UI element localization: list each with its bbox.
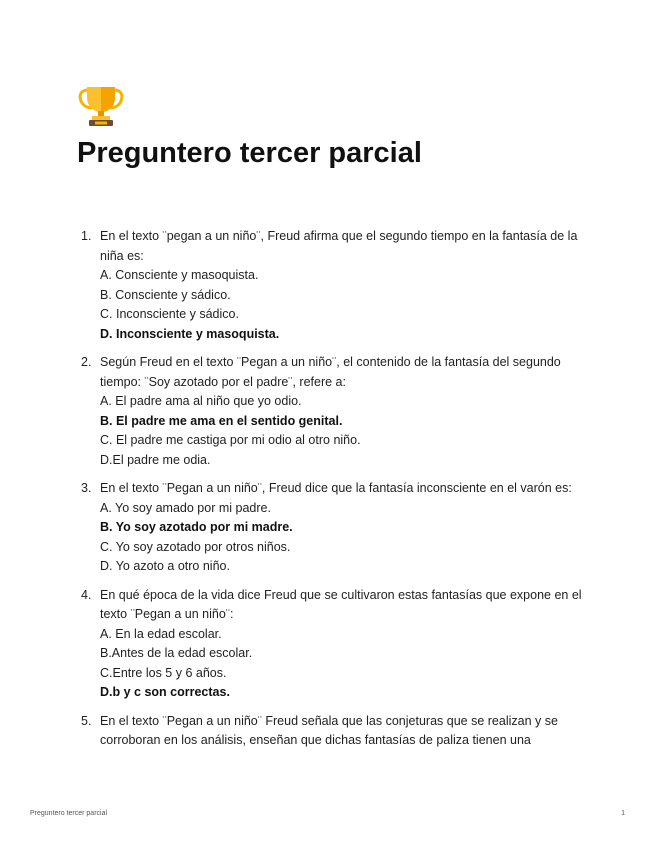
correct-answer-option: D. Inconsciente y masoquista.	[100, 326, 280, 341]
question-item	[0, 227, 655, 344]
question-number: 2.	[81, 355, 92, 369]
question-text: En el texto ¨Pegan a un niño¨ Freud señala que las conjeturas que se realizan y se corroboran en los análisis, enseñan que dichas fantasías de paliza tienen una	[100, 713, 558, 747]
trophy-icon	[78, 84, 124, 128]
answer-option: A. Yo soy amado por mi padre.	[100, 500, 271, 515]
correct-answer-option: D.b y c son correctas.	[100, 685, 230, 699]
question-item	[0, 479, 655, 577]
footer-doc-title: Preguntero tercer parcial	[30, 810, 108, 817]
answer-option: D.El padre me odia.	[100, 452, 211, 467]
correct-answer-option: B. El padre me ama en el sentido genital.	[100, 413, 343, 428]
question-number: 4.	[81, 587, 92, 602]
question-list	[0, 227, 655, 760]
answer-option: D. Yo azoto a otro niño.	[100, 559, 230, 573]
question-number: 5.	[81, 713, 92, 728]
question-text: En el texto ¨pegan a un niño¨, Freud afirma que el segundo tiempo en la fantasía de la niña es:	[100, 229, 578, 263]
question-text: En el texto ¨Pegan a un niño¨, Freud dice que la fantasía inconsciente en el varón es:	[100, 481, 572, 495]
answer-option: B. Consciente y sádico.	[100, 287, 231, 302]
question-number: 1.	[81, 229, 92, 243]
question-number: 3.	[81, 481, 92, 495]
answer-option: C.Entre los 5 y 6 años.	[100, 665, 227, 680]
footer-page-number: 1	[621, 810, 625, 817]
answer-option: A. El padre ama al niño que yo odio.	[100, 394, 302, 408]
answer-option: C. El padre me castiga por mi odio al otro niño.	[100, 433, 361, 447]
question-item	[0, 712, 655, 751]
answer-option: A. Consciente y masoquista.	[100, 268, 259, 282]
answer-option: C. Yo soy azotado por otros niños.	[100, 539, 291, 554]
question-item	[0, 586, 655, 703]
correct-answer-option: B. Yo soy azotado por mi madre.	[100, 520, 293, 534]
answer-option: A. En la edad escolar.	[100, 626, 222, 641]
answer-option: B.Antes de la edad escolar.	[100, 646, 253, 660]
page-title: Preguntero tercer parcial	[77, 137, 422, 169]
answer-option: C. Inconsciente y sádico.	[100, 307, 239, 321]
question-text: En qué época de la vida dice Freud que se cultivaron estas fantasías que expone en el texto ¨Pegan a un niño¨:	[100, 587, 582, 621]
question-text: Según Freud en el texto ¨Pegan a un niño¨, el contenido de la fantasía del segundo tiempo: ¨Soy azotado por el padre¨, refere a:	[100, 355, 561, 389]
question-item	[0, 353, 655, 470]
